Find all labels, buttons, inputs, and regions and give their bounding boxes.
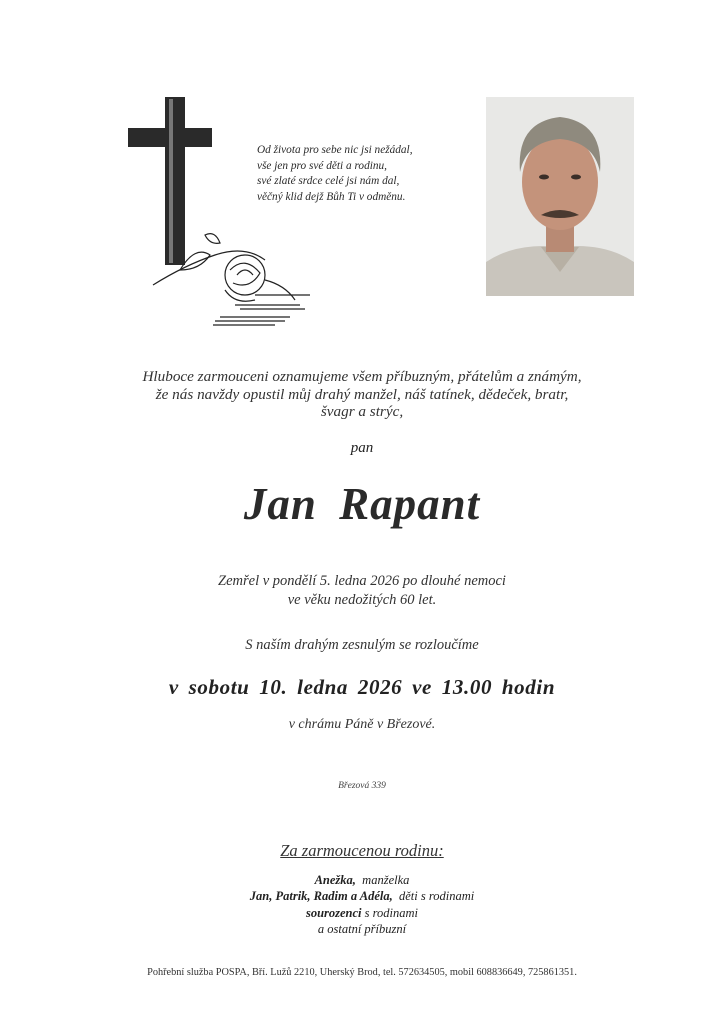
family-member — [0, 888, 724, 904]
family-member — [0, 872, 724, 888]
farewell-place: v chrámu Páně v Březové. — [288, 717, 436, 732]
title-pan: pan — [350, 440, 374, 456]
family-names: Anežka, — [314, 873, 356, 887]
poem-line: své zlaté srdce celé jsi nám dal, — [257, 175, 400, 187]
poem-line: věčný klid dejž Bůh Ti v odměnu. — [257, 190, 406, 203]
family-relation: s rodinami — [364, 905, 419, 920]
family-list — [0, 872, 724, 937]
steps-icon — [213, 295, 310, 325]
death-line: ve věku nedožitých 60 let. — [287, 592, 437, 608]
farewell-intro: S naším drahým zesnulým se rozloučíme — [245, 637, 479, 653]
announcement-line: švagr a strýc, — [320, 403, 404, 421]
death-line: Zemřel v pondělí 5. ledna 2026 po dlouhé nemoci — [218, 573, 506, 589]
family-relation: manželka — [362, 873, 410, 887]
portrait-photo — [486, 97, 634, 296]
cross-with-rose-illustration — [125, 95, 335, 335]
farewell-date: v sobotu 10. ledna 2026 ve 13.00 hodin — [168, 675, 556, 699]
announcement-line: že nás navždy opustil můj drahý manžel, náš tatínek, dědeček, bratr, — [155, 385, 569, 403]
footer-funeral-service: Pohřební služba POSPA, Bří. Lužů 2210, Uherský Brod, tel. 572634505, mobil 608836649, 725861351. — [147, 967, 577, 978]
poem-line: vše jen pro své děti a rodinu, — [257, 159, 387, 172]
family-member — [0, 921, 724, 937]
deceased-name: Jan Rapant — [243, 479, 481, 529]
family-heading: Za zarmoucenou rodinu: — [280, 841, 444, 860]
family-names: Jan, Patrik, Radim a Adéla, — [249, 889, 393, 904]
cross-icon — [128, 97, 212, 265]
family-member — [0, 905, 724, 921]
address: Březová 339 — [338, 781, 386, 791]
announcement — [0, 368, 724, 421]
announcement-line: Hluboce zarmouceni oznamujeme všem příbuzným, přátelům a známým, — [142, 368, 582, 385]
poem-line: Od života pro sebe nic jsi nežádal, — [257, 144, 413, 156]
family-relation: a ostatní příbuzní — [317, 921, 407, 936]
family-names: sourozenci — [305, 905, 362, 920]
poem — [257, 143, 413, 205]
family-relation: děti s rodinami — [398, 889, 475, 904]
death-info — [0, 572, 724, 610]
